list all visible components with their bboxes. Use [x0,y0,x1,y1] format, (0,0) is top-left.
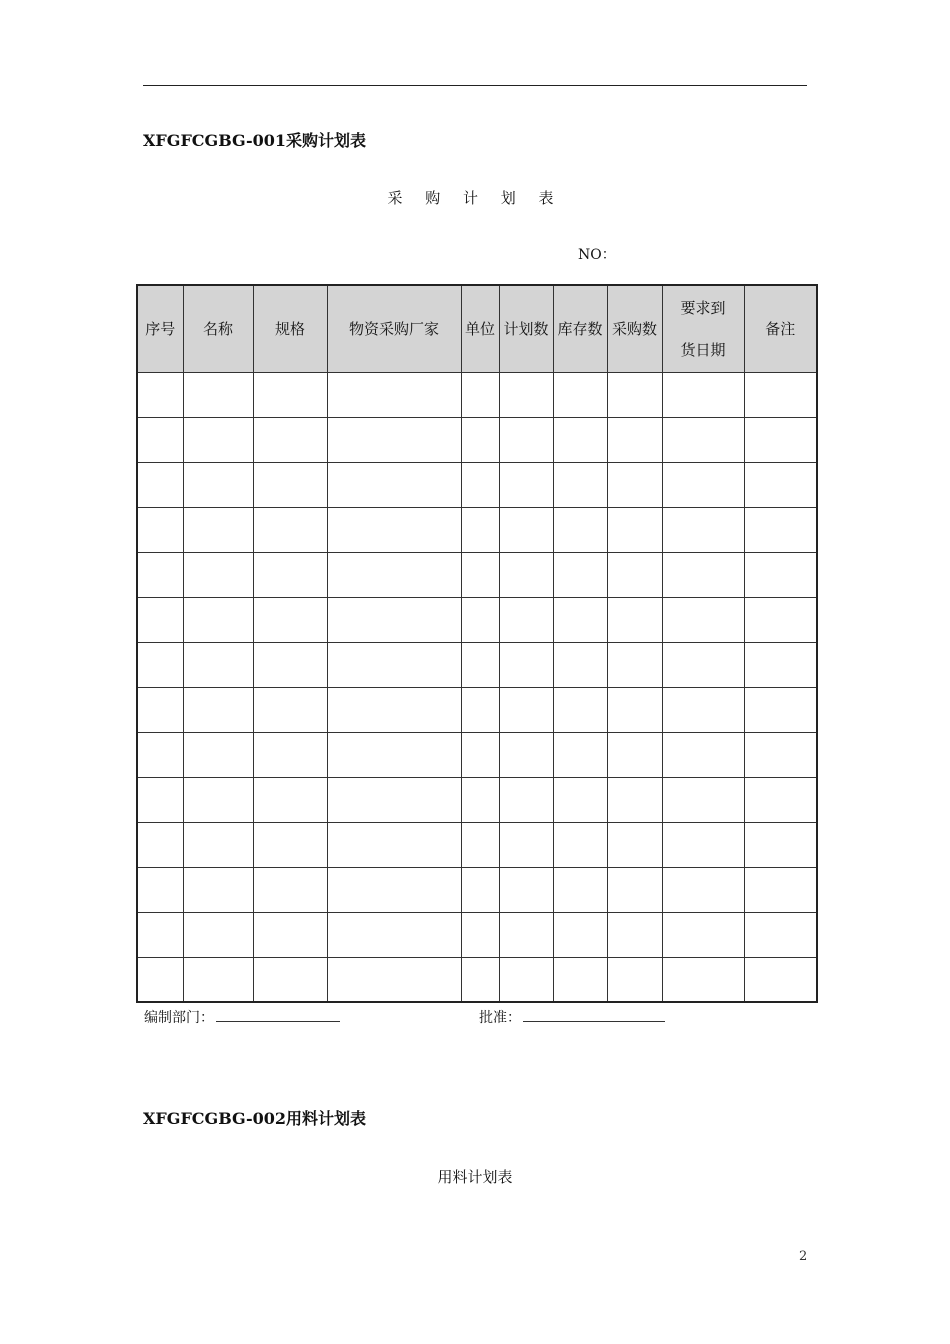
table-cell[interactable] [607,822,662,867]
table-cell[interactable] [607,507,662,552]
table-cell[interactable] [744,687,817,732]
table-cell[interactable] [744,777,817,822]
table-row [137,732,817,777]
table-cell[interactable] [327,372,461,417]
table-cell[interactable] [607,417,662,462]
table-cell[interactable] [662,912,744,957]
table-cell[interactable] [662,597,744,642]
table-cell[interactable] [183,372,253,417]
section-heading-material-plan: XFGFCGBG-002用料计划表 [143,1109,367,1128]
table-cell[interactable] [662,822,744,867]
table-cell[interactable] [499,732,553,777]
department-blank[interactable] [216,1009,340,1022]
table-cell[interactable] [499,462,553,507]
table-row [137,417,817,462]
table-cell[interactable] [137,642,183,687]
table-cell[interactable] [253,507,327,552]
table-cell[interactable] [253,732,327,777]
table-cell[interactable] [183,642,253,687]
table-cell[interactable] [607,642,662,687]
table-cell[interactable] [137,687,183,732]
table-cell[interactable] [553,372,607,417]
table-body [137,372,817,1002]
table-cell[interactable] [662,372,744,417]
table-cell[interactable] [499,822,553,867]
table-cell[interactable] [327,777,461,822]
table-cell[interactable] [499,687,553,732]
table-cell[interactable] [607,777,662,822]
table-row [137,867,817,912]
table-cell[interactable] [607,552,662,597]
table-row [137,597,817,642]
table-cell[interactable] [137,957,183,1002]
column-header-planned-qty: 计划数 [499,285,553,372]
table-cell[interactable] [183,597,253,642]
table-cell[interactable] [744,867,817,912]
table-cell[interactable] [499,642,553,687]
table-cell[interactable] [607,597,662,642]
column-header-purchase-qty: 采购数 [607,285,662,372]
table-cell[interactable] [744,957,817,1002]
table-row [137,957,817,1002]
table-cell[interactable] [607,957,662,1002]
table-cell[interactable] [662,507,744,552]
table-cell[interactable] [499,552,553,597]
table-cell[interactable] [744,462,817,507]
table-cell[interactable] [744,912,817,957]
table-cell[interactable] [183,822,253,867]
purchase-plan-table [136,284,818,1003]
page-number: 2 [799,1249,808,1264]
table-cell[interactable] [461,777,499,822]
table-cell[interactable] [553,822,607,867]
column-header-required-date-line2: 货日期 [680,340,726,359]
table-cell[interactable] [662,552,744,597]
table-cell[interactable] [137,732,183,777]
table-cell[interactable] [253,642,327,687]
table-cell[interactable] [499,912,553,957]
table-cell[interactable] [183,732,253,777]
table-cell[interactable] [253,822,327,867]
table-cell[interactable] [183,507,253,552]
table-cell[interactable] [461,597,499,642]
table-cell[interactable] [137,552,183,597]
table-cell[interactable] [327,642,461,687]
table-cell[interactable] [253,372,327,417]
table-cell[interactable] [137,417,183,462]
table-cell[interactable] [662,867,744,912]
column-header-unit: 单位 [461,285,499,372]
table-cell[interactable] [183,687,253,732]
table-cell[interactable] [183,957,253,1002]
table-cell[interactable] [327,417,461,462]
table-cell[interactable] [744,372,817,417]
table-cell[interactable] [461,372,499,417]
form-number-label: NO： [578,247,616,263]
table-row [137,372,817,417]
header-rule [143,85,807,86]
table-cell[interactable] [553,732,607,777]
table-cell[interactable] [461,957,499,1002]
approval-blank[interactable] [523,1009,665,1022]
table-cell[interactable] [553,552,607,597]
table-cell[interactable] [461,687,499,732]
column-header-supplier: 物资采购厂家 [327,285,461,372]
table-cell[interactable] [744,642,817,687]
table-cell[interactable] [662,732,744,777]
table-cell[interactable] [553,462,607,507]
table-cell[interactable] [553,417,607,462]
table-cell[interactable] [183,462,253,507]
table-cell[interactable] [461,462,499,507]
column-header-spec: 规格 [253,285,327,372]
table-cell[interactable] [553,507,607,552]
table-cell[interactable] [744,417,817,462]
table-cell[interactable] [607,462,662,507]
table-cell[interactable] [744,732,817,777]
table-cell[interactable] [183,777,253,822]
department-label: 编制部门： [144,1010,214,1026]
table-cell[interactable] [327,912,461,957]
table-cell[interactable] [137,912,183,957]
table-cell[interactable] [607,912,662,957]
table-cell[interactable] [461,867,499,912]
table-cell[interactable] [253,462,327,507]
table-cell[interactable] [253,417,327,462]
approval-label: 批准： [479,1010,521,1026]
table-cell[interactable] [553,597,607,642]
table-cell[interactable] [744,507,817,552]
table-cell[interactable] [327,867,461,912]
table-cell[interactable] [461,552,499,597]
table-cell[interactable] [553,642,607,687]
table-row [137,552,817,597]
approval-field [479,1007,665,1027]
table-cell[interactable] [499,777,553,822]
table-cell[interactable] [461,642,499,687]
table-cell[interactable] [553,777,607,822]
table-cell[interactable] [137,372,183,417]
table-cell[interactable] [327,597,461,642]
column-header-remarks: 备注 [744,285,817,372]
table-cell[interactable] [553,687,607,732]
column-header-required-date-line1: 要求到 [680,298,726,317]
table-cell[interactable] [253,957,327,1002]
table-cell[interactable] [327,732,461,777]
table-cell[interactable] [253,867,327,912]
table-cell[interactable] [183,867,253,912]
column-header-required-date [662,285,744,372]
table-row [137,822,817,867]
table-row [137,912,817,957]
table-cell[interactable] [607,732,662,777]
table-cell[interactable] [253,687,327,732]
table-row [137,507,817,552]
table-cell[interactable] [183,417,253,462]
table-cell[interactable] [607,867,662,912]
table-cell[interactable] [461,732,499,777]
table-cell[interactable] [137,867,183,912]
table-header-row [137,285,817,372]
table-cell[interactable] [137,507,183,552]
table-cell[interactable] [662,642,744,687]
table-cell[interactable] [461,417,499,462]
department-field [144,1007,340,1027]
table-row [137,642,817,687]
table-cell[interactable] [461,507,499,552]
column-header-stock-qty: 库存数 [553,285,607,372]
table-cell[interactable] [327,552,461,597]
table-cell[interactable] [553,912,607,957]
table-cell[interactable] [327,462,461,507]
table-cell[interactable] [553,867,607,912]
table-cell[interactable] [744,597,817,642]
table-cell[interactable] [461,912,499,957]
table-cell[interactable] [461,822,499,867]
table-cell[interactable] [499,507,553,552]
table-cell[interactable] [137,822,183,867]
table-cell[interactable] [499,597,553,642]
table-cell[interactable] [662,957,744,1002]
table-cell[interactable] [744,552,817,597]
table-cell[interactable] [499,957,553,1002]
table-cell[interactable] [662,462,744,507]
section-heading-purchase-plan: XFGFCGBG-001采购计划表 [143,131,367,150]
table-cell[interactable] [137,462,183,507]
table-cell[interactable] [327,822,461,867]
table-cell[interactable] [607,687,662,732]
table-cell[interactable] [607,372,662,417]
form-title-material-plan: 用料计划表 [437,1168,513,1186]
table-cell[interactable] [253,912,327,957]
table-cell[interactable] [327,957,461,1002]
table-cell[interactable] [183,552,253,597]
table-cell[interactable] [253,777,327,822]
table-cell[interactable] [662,687,744,732]
table-cell[interactable] [183,912,253,957]
table-cell[interactable] [137,597,183,642]
table-cell[interactable] [327,507,461,552]
table-cell[interactable] [253,552,327,597]
form-title-purchase-plan: 采 购 计 划 表 [387,189,563,207]
table-cell[interactable] [137,777,183,822]
table-cell[interactable] [499,867,553,912]
table-cell[interactable] [744,822,817,867]
table-row [137,777,817,822]
table-cell[interactable] [499,372,553,417]
table-row [137,687,817,732]
column-header-name: 名称 [183,285,253,372]
table-row [137,462,817,507]
table-cell[interactable] [662,417,744,462]
table-cell[interactable] [662,777,744,822]
table-cell[interactable] [327,687,461,732]
table-cell[interactable] [553,957,607,1002]
table-cell[interactable] [499,417,553,462]
table-cell[interactable] [253,597,327,642]
column-header-index: 序号 [137,285,183,372]
